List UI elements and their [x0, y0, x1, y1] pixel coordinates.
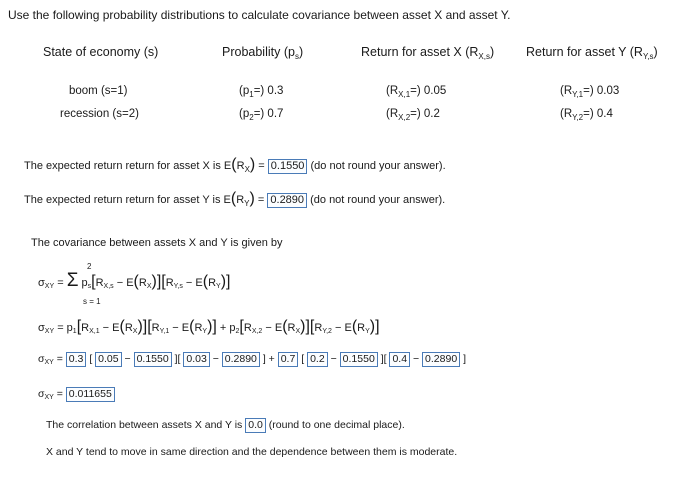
sum-lower-limit: s = 1 — [83, 297, 101, 306]
sum-upper-limit: 2 — [87, 262, 92, 271]
row-boom-state: boom (s=1) — [69, 85, 128, 97]
covariance-formula-expanded: σXY = p1[RX,1 − E(RX)][RY,1 − E(RY)] + p2[RX,2 − E(RX)][RY,2 − E(RY)] — [38, 318, 380, 335]
answer-p2[interactable]: 0.7 — [278, 352, 299, 367]
answer-ex1[interactable]: 0.1550 — [134, 352, 172, 367]
row-recession-return-x: $(R_{X,2}=)$ 0.2 — [386, 108, 440, 122]
answer-covariance[interactable]: 0.011655 — [66, 387, 115, 402]
covariance-formula-general: σXY = Σ ps[RX,s − E(RX)][RY,s − E(RY)] — [38, 270, 231, 291]
row-boom-return-x: $(R_{X,1}=)$ 0.05 — [386, 85, 447, 99]
answer-ex2[interactable]: 0.1550 — [340, 352, 378, 367]
answer-correlation[interactable]: 0.0 — [245, 418, 266, 433]
row-recession-state: recession (s=2) — [60, 108, 139, 120]
covariance-intro: The covariance between assets X and Y is given by — [31, 237, 283, 249]
answer-ry2[interactable]: 0.4 — [389, 352, 410, 367]
header-probability: Probability $(p_s)$ — [222, 45, 304, 61]
answer-ry1[interactable]: 0.03 — [183, 352, 209, 367]
row-recession-prob: $(p_2=)$ 0.7 — [239, 108, 284, 122]
instruction-text: Use the following probability distributions to calculate covariance between asset X and asset Y. — [8, 8, 511, 22]
answer-p1[interactable]: 0.3 — [66, 352, 87, 367]
answer-ey1[interactable]: 0.2890 — [222, 352, 260, 367]
answer-ey2[interactable]: 0.2890 — [422, 352, 460, 367]
conclusion-text: X and Y tend to move in same direction and the dependence between them is moderate. — [46, 446, 458, 458]
covariance-substituted: σXY = 0.3 [ 0.05 − 0.1550 ][ 0.03 − 0.2890 ] + 0.7 [ 0.2 − 0.1550 ][ 0.4 − 0.2890 ] — [38, 353, 467, 366]
correlation-line: The correlation between assets X and Y is 0.0 (round to one decimal place). — [46, 419, 405, 431]
row-boom-return-y: $(R_{Y,1}=)$ 0.03 — [560, 85, 620, 99]
covariance-result-line: σXY = 0.011655 — [38, 387, 115, 402]
header-return-x: Return for asset X $(R_{X,s})$ — [361, 45, 495, 61]
row-recession-return-y: $(R_{Y,2}=)$ 0.4 — [560, 108, 613, 122]
answer-rx2[interactable]: 0.2 — [307, 352, 328, 367]
expected-return-y-line: The expected return return for asset Y is $E(R_Y) = 0.2890$ (do not round your answer). — [24, 190, 446, 208]
row-boom-prob: $(p_1=)$ 0.3 — [239, 85, 284, 99]
expected-return-x-line: The expected return return for asset X is $E(R_X) = 0.1550$ (do not round your answer). — [24, 156, 446, 174]
header-state: State of economy (s) — [43, 45, 159, 59]
expected-return-y-answer[interactable]: 0.2890 — [267, 193, 307, 208]
answer-rx1[interactable]: 0.05 — [95, 352, 121, 367]
header-return-y: Return for asset Y $(R_{Y,s})$ — [526, 45, 658, 61]
expected-return-x-answer[interactable]: 0.1550 — [268, 159, 308, 174]
